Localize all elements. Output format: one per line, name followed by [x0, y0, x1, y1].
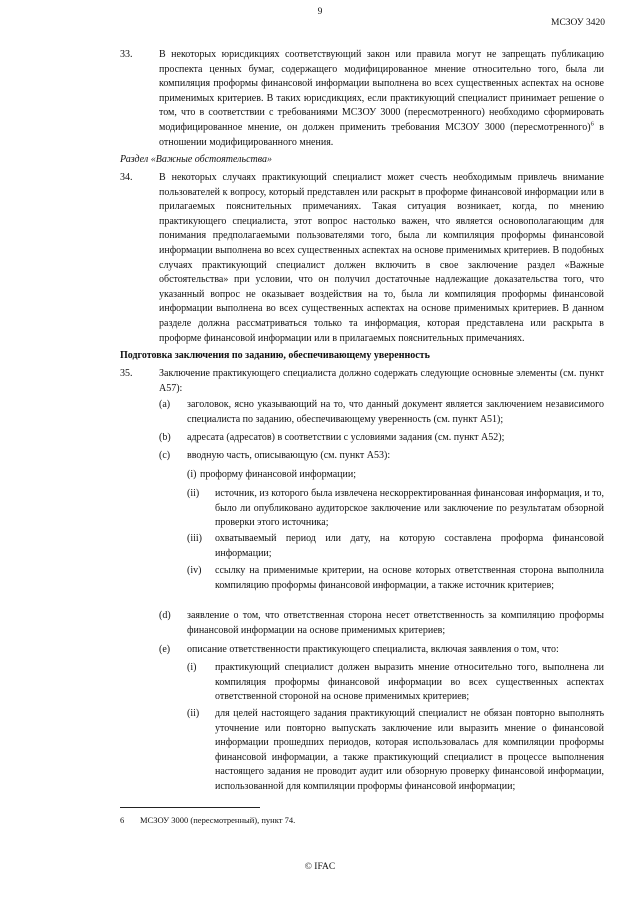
item-c-ii-label: (ii) — [187, 488, 200, 499]
footnote-text: МСЗОУ 3000 (пересмотренный), пункт 74. — [140, 815, 296, 825]
paragraph-33 — [159, 48, 604, 150]
item-d-label: (d) — [159, 610, 171, 621]
item-d-text: заявление о том, что ответственная сторона несет ответственность за компиляцию проформы финансовой информации на основе применимых критериев; — [187, 610, 604, 636]
item-c-text: вводную часть, описывающую (см. пункт A53): — [187, 450, 391, 461]
item-e-i-label: (i) — [187, 662, 197, 673]
item-e-ii-label: (ii) — [187, 708, 200, 719]
item-e-ii-text: для целей настоящего задания практикующий специалист не обязан повторно выполнять уточнение или повторно выпускать заключение или выразить мнение о финансовой информации прошедших периодов, которая использовалась для компиляции проформы финансовой информации, а также практикующий специалист в процессе выполнения настоящего задания не проводит аудит или обзорную проверку финансовой информации, использованной для компиляции проформы финансовой информации; — [215, 708, 604, 792]
section-heading-emphasis: Раздел «Важные обстоятельства» — [120, 154, 273, 165]
paragraph-33-text-end: в отношении модифицированного мнения. — [159, 121, 604, 148]
item-c-i-label: (i) — [187, 469, 197, 480]
footer-copyright: © IFAC — [304, 862, 336, 872]
paragraph-34: В некоторых случаях практикующий специалист может счесть необходимым привлечь внимание пользователей к вопросу, который представлен или раскрыт в проформе финансовой информации или в прилагаемых пояснительных примечаниях. Такая ситуация возникает, когда, по мнению практикующего специалиста, этот вопрос настолько важен, что является основополагающим для понимания предполагаемыми пользователями того, была ли компиляция проформы финансовой информации выполнена во всех существенных аспектах на основе применимых критериев. В подобных случаях практикующий специалист должен включить в свое заключение раздел «Важные обстоятельства» при условии, что он получил достаточные надлежащие доказательства того, что указанный вопрос не оказывает воздействия на то, была ли компиляция проформы финансовой информации выполнена во всех существенных аспектах на основе применимых критериев. В данном разделе должна рассматриваться только та информация, которая представлена или раскрыта в проформе финансовой информации или в прилагаемых пояснительных примечаниях. — [159, 172, 604, 344]
document-code: МСЗОУ 3420 — [551, 18, 605, 28]
item-c-iii-text: охватываемый период или дату, на которую составлена проформа финансовой информации; — [215, 533, 604, 559]
item-e-text: описание ответственности практикующего специалиста, включая заявления о том, что: — [187, 644, 559, 655]
item-b-text: адресата (адресатов) в соответствии с условиями задания (см. пункт A52); — [187, 432, 505, 443]
item-c-ii-text: источник, из которого была извлечена нескорректированная финансовая информация, и то, было ли опубликовано аудиторское заключение или заключение по результатам обзорной проверки этого источника; — [215, 488, 604, 529]
footnote-reference[interactable]: 6 — [590, 120, 594, 128]
item-a-label: (a) — [159, 399, 171, 410]
footnote-separator — [120, 807, 260, 808]
footnote-marker: 6 — [120, 815, 125, 825]
item-c-i-text: проформу финансовой информации; — [200, 469, 356, 480]
item-e-label: (e) — [159, 644, 171, 655]
paragraph-number-33: 33. — [120, 49, 133, 60]
item-e-i-text: практикующий специалист должен выразить мнение относительно того, выполнена ли компиляция проформы финансовой информации во всех существенных аспектах ответственной стороной на основе применимых критериев; — [215, 662, 604, 703]
item-a-text: заголовок, ясно указывающий на то, что данный документ является заключением независимого специалиста по заданию, обеспечивающему уверенность (см. пункт A51); — [187, 399, 604, 425]
item-c-iv-label: (iv) — [187, 565, 202, 576]
item-c-iv-text: ссылку на применимые критерии, на основе которых ответственная сторона выполнила компиляцию проформы финансовой информации, а также источник критериев; — [215, 565, 604, 591]
item-c-iii-label: (iii) — [187, 533, 202, 544]
paragraph-number-34: 34. — [120, 172, 133, 183]
item-b-label: (b) — [159, 432, 171, 443]
section-heading-report: Подготовка заключения по заданию, обеспечивающему уверенность — [120, 350, 430, 361]
paragraph-number-35: 35. — [120, 368, 133, 379]
item-c-label: (c) — [159, 450, 171, 461]
page-number: 9 — [317, 7, 323, 17]
paragraph-35-intro: Заключение практикующего специалиста должно содержать следующие основные элементы (см. пункт A57): — [159, 368, 604, 394]
paragraph-33-text: В некоторых юрисдикциях соответствующий закон или правила могут не запрещать публикацию проспекта ценных бумаг, содержащего модифицированное мнение относительно того, была ли компиляция проформы финансовой информации выполнена во всех существенных аспектах на основе применимых критериев. В таких юрисдикциях, если практикующий специалист принимает решение о том, что в соответствии с требованиями МСЗОУ 3000 (пересмотренного) необходимо сформировать модифицированное мнение, он должен применить требования МСЗОУ 3000 (пересмотренного) — [159, 49, 604, 133]
